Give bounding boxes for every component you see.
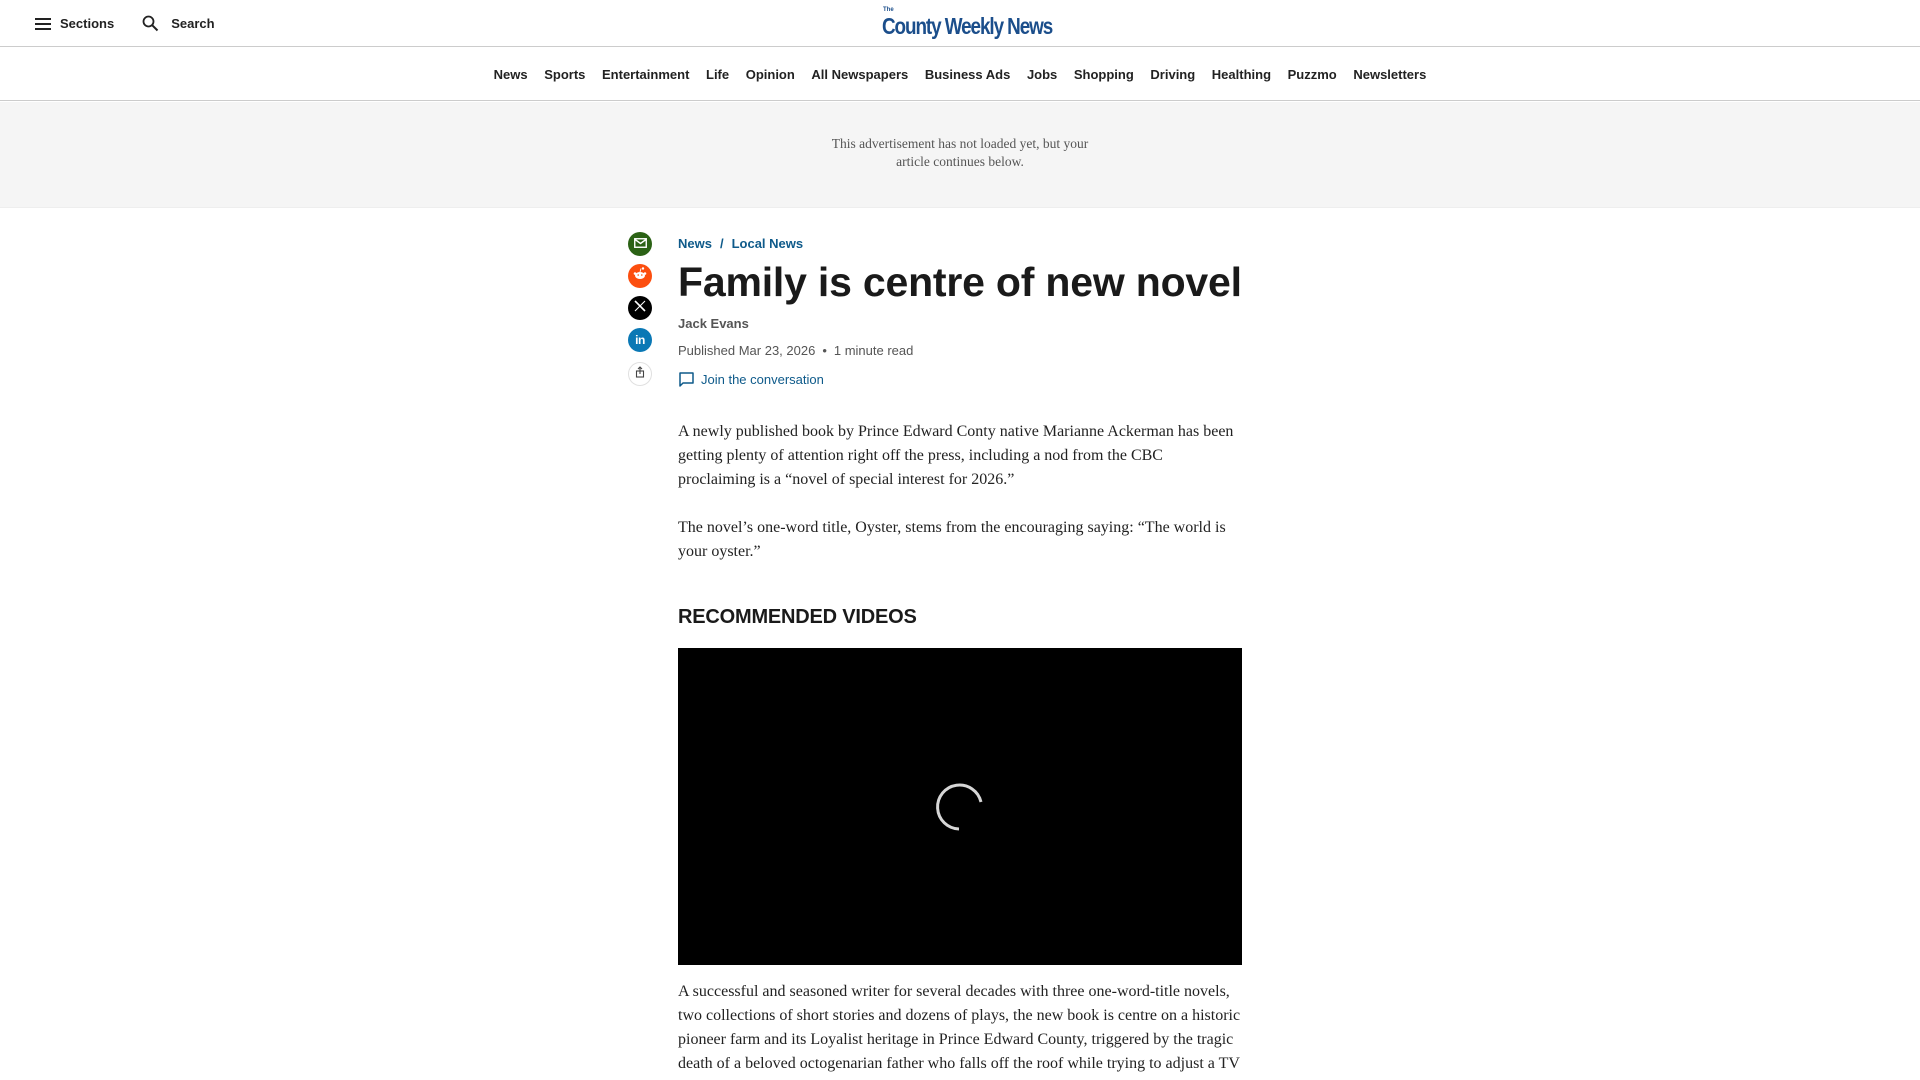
share-email-button[interactable] xyxy=(628,232,652,256)
nav-item-jobs[interactable]: Jobs xyxy=(1026,66,1058,82)
share-x-button[interactable] xyxy=(628,296,652,320)
nav-item-newsletters[interactable]: Newsletters xyxy=(1353,66,1427,82)
nav-item-business-ads[interactable]: Business Ads xyxy=(924,66,1011,82)
nav-item-opinion[interactable]: Opinion xyxy=(745,66,795,82)
meta-separator: • xyxy=(822,343,827,358)
share-linkedin-button[interactable] xyxy=(628,328,652,352)
nav-item-news[interactable]: News xyxy=(493,66,528,82)
breadcrumb-local-news[interactable]: Local News xyxy=(731,236,804,251)
share-rail xyxy=(628,232,652,394)
article-meta xyxy=(678,343,1243,358)
sections-label: Sections xyxy=(60,16,115,31)
sections-button[interactable] xyxy=(34,15,114,33)
x-icon xyxy=(634,299,646,317)
share-copy-button[interactable] xyxy=(628,362,652,386)
nav-item-entertainment[interactable]: Entertainment xyxy=(602,66,690,82)
share-reddit-button[interactable] xyxy=(628,264,652,288)
logo-name: County Weekly News xyxy=(882,13,1053,39)
article-paragraph: A newly published book by Prince Edward Conty native Marianne Ackerman has been getting plenty of attention right off the press, including a nod from the CBC proclaiming is a “novel of special interest for 2026.” xyxy=(678,423,1234,488)
main-nav xyxy=(0,48,1920,101)
search-icon xyxy=(141,15,159,33)
breadcrumb-separator: / xyxy=(719,236,724,251)
article-paragraph: A successful and seasoned writer for several decades with three one-word-title novels, two collections of short stories and dozens of plays, the new book is centre on a historic pioneer farm and its Loyalist heritage in Prince Edward County, triggered by the tragic death of a beloved octogenarian father who falls off the roof while trying to adjust a TV xyxy=(678,983,1241,1072)
published-date: Published Mar 23, 2026 xyxy=(678,343,816,358)
hamburger-menu-icon xyxy=(34,15,52,33)
ad-notice xyxy=(810,135,1110,171)
site-logo[interactable] xyxy=(880,6,1053,42)
join-conversation-label: Join the conversation xyxy=(701,372,824,387)
recommended-videos-heading: RECOMMENDED VIDEOS xyxy=(678,606,917,628)
search-label: Search xyxy=(171,16,215,31)
breadcrumb-news[interactable]: News xyxy=(678,236,712,251)
ad-notice-line2: article continues below. xyxy=(896,154,1024,169)
top-bar-left xyxy=(34,0,215,47)
nav-item-shopping[interactable]: Shopping xyxy=(1073,66,1134,82)
article xyxy=(678,230,1243,1072)
loading-spinner-icon xyxy=(930,776,992,838)
join-conversation-link[interactable] xyxy=(678,371,1243,388)
nav-item-healthing[interactable]: Healthing xyxy=(1211,66,1272,82)
article-headline: Family is centre of new novel xyxy=(678,259,1242,305)
ad-notice-line1: This advertisement has not loaded yet, but your xyxy=(831,136,1089,151)
breadcrumb xyxy=(678,230,1243,257)
search-button[interactable] xyxy=(141,15,214,33)
read-time: 1 minute read xyxy=(833,343,914,358)
nav-item-all-newspapers[interactable]: All Newspapers xyxy=(811,66,909,82)
nav-item-puzzmo[interactable]: Puzzmo xyxy=(1287,66,1337,82)
reddit-icon xyxy=(633,267,647,285)
author-link[interactable]: Jack Evans xyxy=(678,316,749,331)
logo-the: The xyxy=(883,7,894,13)
nav-item-driving[interactable]: Driving xyxy=(1150,66,1196,82)
linkedin-icon: in xyxy=(635,333,645,347)
top-bar xyxy=(0,0,1920,47)
video-player[interactable] xyxy=(678,648,1242,965)
comment-icon xyxy=(678,371,695,388)
email-icon xyxy=(634,235,647,253)
nav-item-sports[interactable]: Sports xyxy=(544,66,586,82)
article-paragraph: The novel’s one-word title, Oyster, stems from the encouraging saying: “The world is your oyster.” xyxy=(678,519,1226,560)
nav-item-life[interactable]: Life xyxy=(706,66,730,82)
copy-link-icon xyxy=(635,365,645,383)
ad-placeholder xyxy=(0,102,1920,208)
